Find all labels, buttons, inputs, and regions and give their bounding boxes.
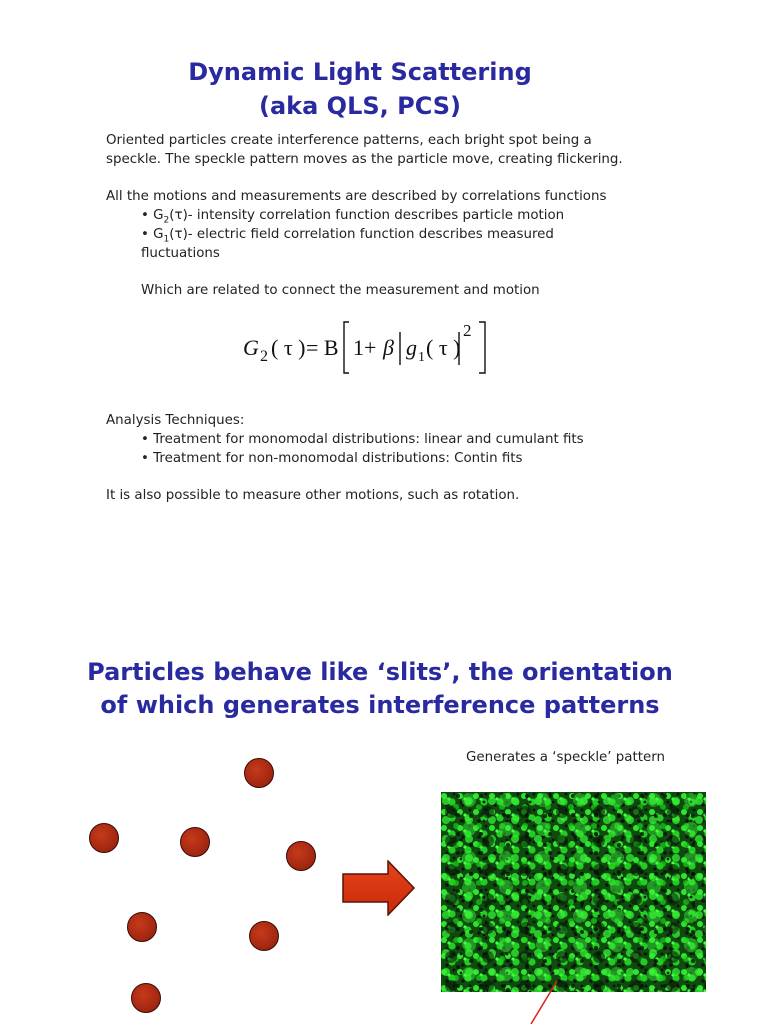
correlation-formula — [243, 318, 503, 382]
g2-bullet-post: (τ)- intensity correlation function describes particle motion — [169, 208, 565, 223]
formula-G: G — [243, 335, 259, 360]
formula-tau1: ( τ ) — [271, 335, 306, 360]
g1-bullet-continued: fluctuations — [141, 246, 220, 261]
intro-text-line1: Oriented particles create interference patterns, each bright spot being a — [106, 133, 592, 148]
g2-bullet-sub: 2 — [163, 215, 170, 226]
related-text: Which are related to connect the measurement and motion — [141, 283, 540, 298]
speckle-pattern-image — [441, 792, 706, 992]
particle — [127, 912, 157, 942]
formula-tau2: ( τ ) — [426, 335, 461, 360]
page-title-line2: (aka QLS, PCS) — [258, 92, 462, 120]
formula-g-sub: 1 — [418, 350, 425, 365]
formula-beta: β — [383, 335, 394, 360]
particle — [249, 921, 279, 951]
g1-bullet-post: (τ)- electric field correlation function describes measured — [169, 227, 554, 242]
speckle-caption: Generates a ‘speckle’ pattern — [466, 750, 665, 765]
other-motions-text: It is also possible to measure other motions, such as rotation. — [106, 488, 520, 503]
right-arrow-icon — [342, 860, 416, 916]
speckle-pattern-graphic — [441, 792, 706, 992]
particle — [89, 823, 119, 853]
formula-left-bracket — [344, 322, 349, 373]
pointer-line — [525, 975, 565, 1024]
g2-bullet-pre: • G — [141, 208, 164, 223]
formula-one: 1+ — [353, 335, 377, 360]
particle — [131, 983, 161, 1013]
correlations-lead: All the motions and measurements are described by correlations functions — [106, 189, 607, 204]
particle — [286, 841, 316, 871]
section-heading-line1: Particles behave like ‘slits’, the orientation — [87, 658, 673, 686]
page-title-line1: Dynamic Light Scattering — [188, 58, 532, 86]
analysis-item-2: • Treatment for non-monomodal distributions: Contin fits — [141, 451, 523, 466]
formula-right-bracket — [479, 322, 485, 373]
formula-power: 2 — [463, 321, 472, 340]
analysis-heading: Analysis Techniques: — [106, 413, 245, 428]
formula-g: g — [406, 335, 417, 360]
particle — [244, 758, 274, 788]
particle — [180, 827, 210, 857]
formula-G-sub: 2 — [260, 348, 268, 365]
section-heading-line2: of which generates interference patterns — [100, 691, 660, 719]
analysis-item-1: • Treatment for monomodal distributions: linear and cumulant fits — [141, 432, 584, 447]
intro-text-line2: speckle. The speckle pattern moves as the particle move, creating flickering. — [106, 152, 623, 167]
g1-bullet-pre: • G — [141, 227, 164, 242]
g1-bullet-sub: 1 — [163, 234, 170, 245]
formula-eq: = B — [306, 335, 339, 360]
